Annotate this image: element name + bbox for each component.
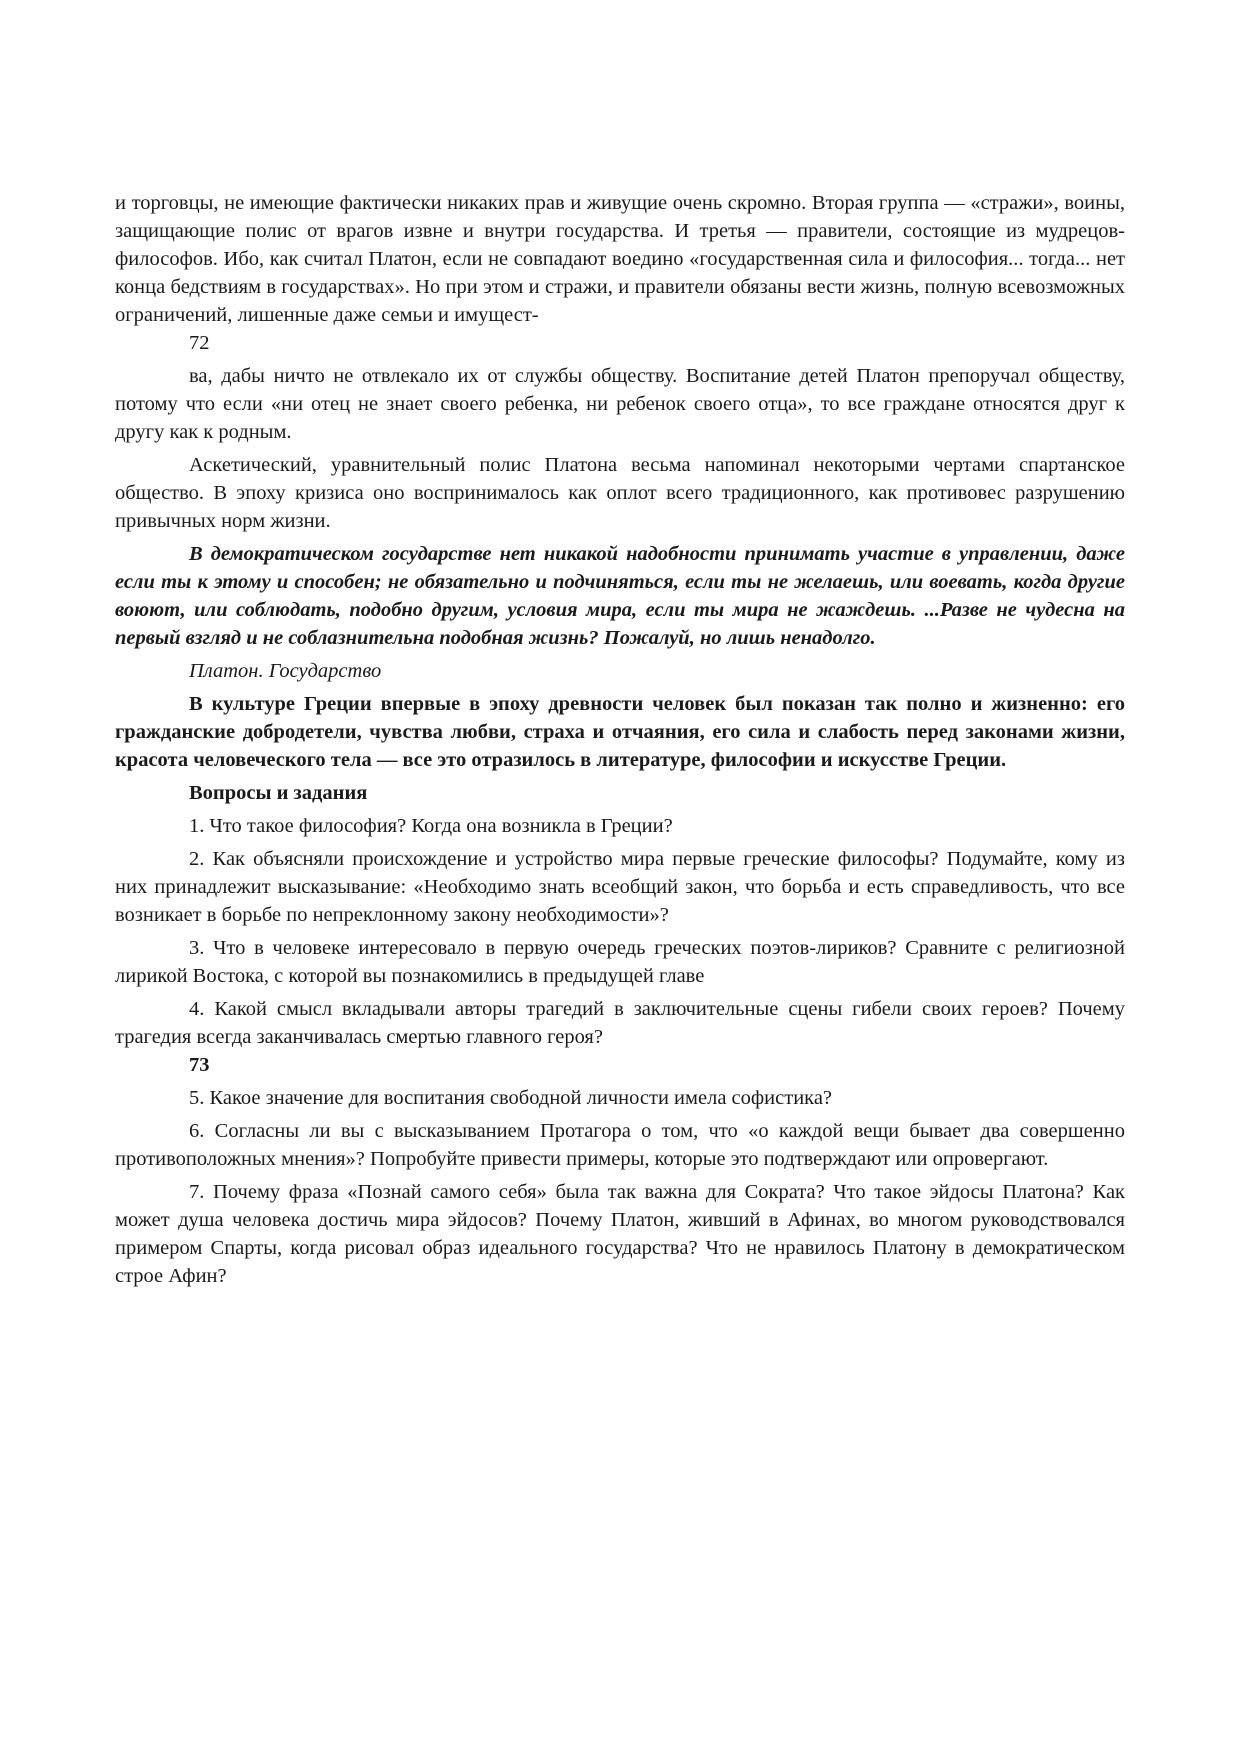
question-7: 7. Почему фраза «Познай самого себя» была так важна для Сократа? Что такое эйдосы Платона? Как может душа человека достичь мира эйдосов? Почему Платон, живший в Афинах, во многом руководствовался примером Спарты, когда рисовал образ идеального государства? Что не нравилось Платону в демократическом строе Афин?	[115, 1181, 1125, 1287]
paragraph-ascetic-polis: Аскетический, уравнительный полис Платона весьма напоминал некоторыми чертами спартанское общество. В эпоху кризиса оно воспринималось как оплот всего традиционного, как противовес разрушению привычных норм жизни.	[115, 454, 1125, 532]
paragraph-education: ва, дабы ничто не отвлекало их от службы обществу. Воспитание детей Платон препоручал обществу, потому что если «ни отец не знает своего ребенка, ни ребенок своего отца», то все граждане относятся друг к другу как к родным.	[115, 365, 1125, 443]
question-3: 3. Что в человеке интересовало в первую очередь греческих поэтов-лириков? Сравните с религиозной лирикой Востока, с которой вы познакомились в предыдущей главе	[115, 937, 1125, 987]
page-number-73: 73	[189, 1054, 210, 1076]
question-5: 5. Какое значение для воспитания свободной личности имела софистика?	[189, 1087, 833, 1109]
question-1: 1. Что такое философия? Когда она возникла в Греции?	[189, 815, 673, 837]
page-number-72: 72	[189, 332, 210, 354]
question-6: 6. Согласны ли вы с высказыванием Протагора о том, что «о каждой вещи бывает два совершенно противоположных мнения»? Попробуйте привести примеры, которые это подтверждают или опровергают.	[115, 1120, 1125, 1170]
plato-quote: В демократическом государстве нет никакой надобности принимать участие в управлении, даже если ты к этому и способен; не обязательно и подчиняться, если ты не желаешь, или воевать, когда другие воюют, или соблюдать, подобно другим, условия мира, если ты мира не жаждешь. ...Разве не чудесна на первый взгляд и не соблазнительна подобная жизнь? Пожалуй, но лишь ненадолго.	[115, 543, 1125, 649]
paragraph-continuation: и торговцы, не имеющие фактически никаких прав и живущие очень скромно. Вторая группа — «стражи», воины, защищающие полис от врагов извне и внутри государства. И третья — правители, состоящие из мудрецов-философов. Ибо, как считал Платон, если не совпадают воедино «государственная сила и философия... тогда... нет конца бедствиям в государствах». Но при этом и стражи, и правители обязаны вести жизнь, полную всевозможных ограничений, лишенные даже семьи и имущест-	[115, 192, 1125, 326]
questions-heading: Вопросы и задания	[189, 782, 368, 804]
quote-source: Платон. Государство	[189, 660, 382, 682]
question-2: 2. Как объясняли происхождение и устройство мира первые греческие философы? Подумайте, кому из них принадлежит высказывание: «Необходимо знать всеобщий закон, что борьба и есть справедливость, что все возникает в борьбе по непреклонному закону необходимости»?	[115, 848, 1125, 926]
document-page	[115, 189, 1125, 1290]
question-4: 4. Какой смысл вкладывали авторы трагедий в заключительные сцены гибели своих героев? Почему трагедия всегда заканчивалась смертью главного героя?	[115, 998, 1125, 1048]
chapter-summary: В культуре Греции впервые в эпоху древности человек был показан так полно и жизненно: его гражданские добродетели, чувства любви, страха и отчаяния, его сила и слабость перед законами жизни, красота человеческого тела — все это отразилось в литературе, философии и искусстве Греции.	[115, 693, 1125, 771]
